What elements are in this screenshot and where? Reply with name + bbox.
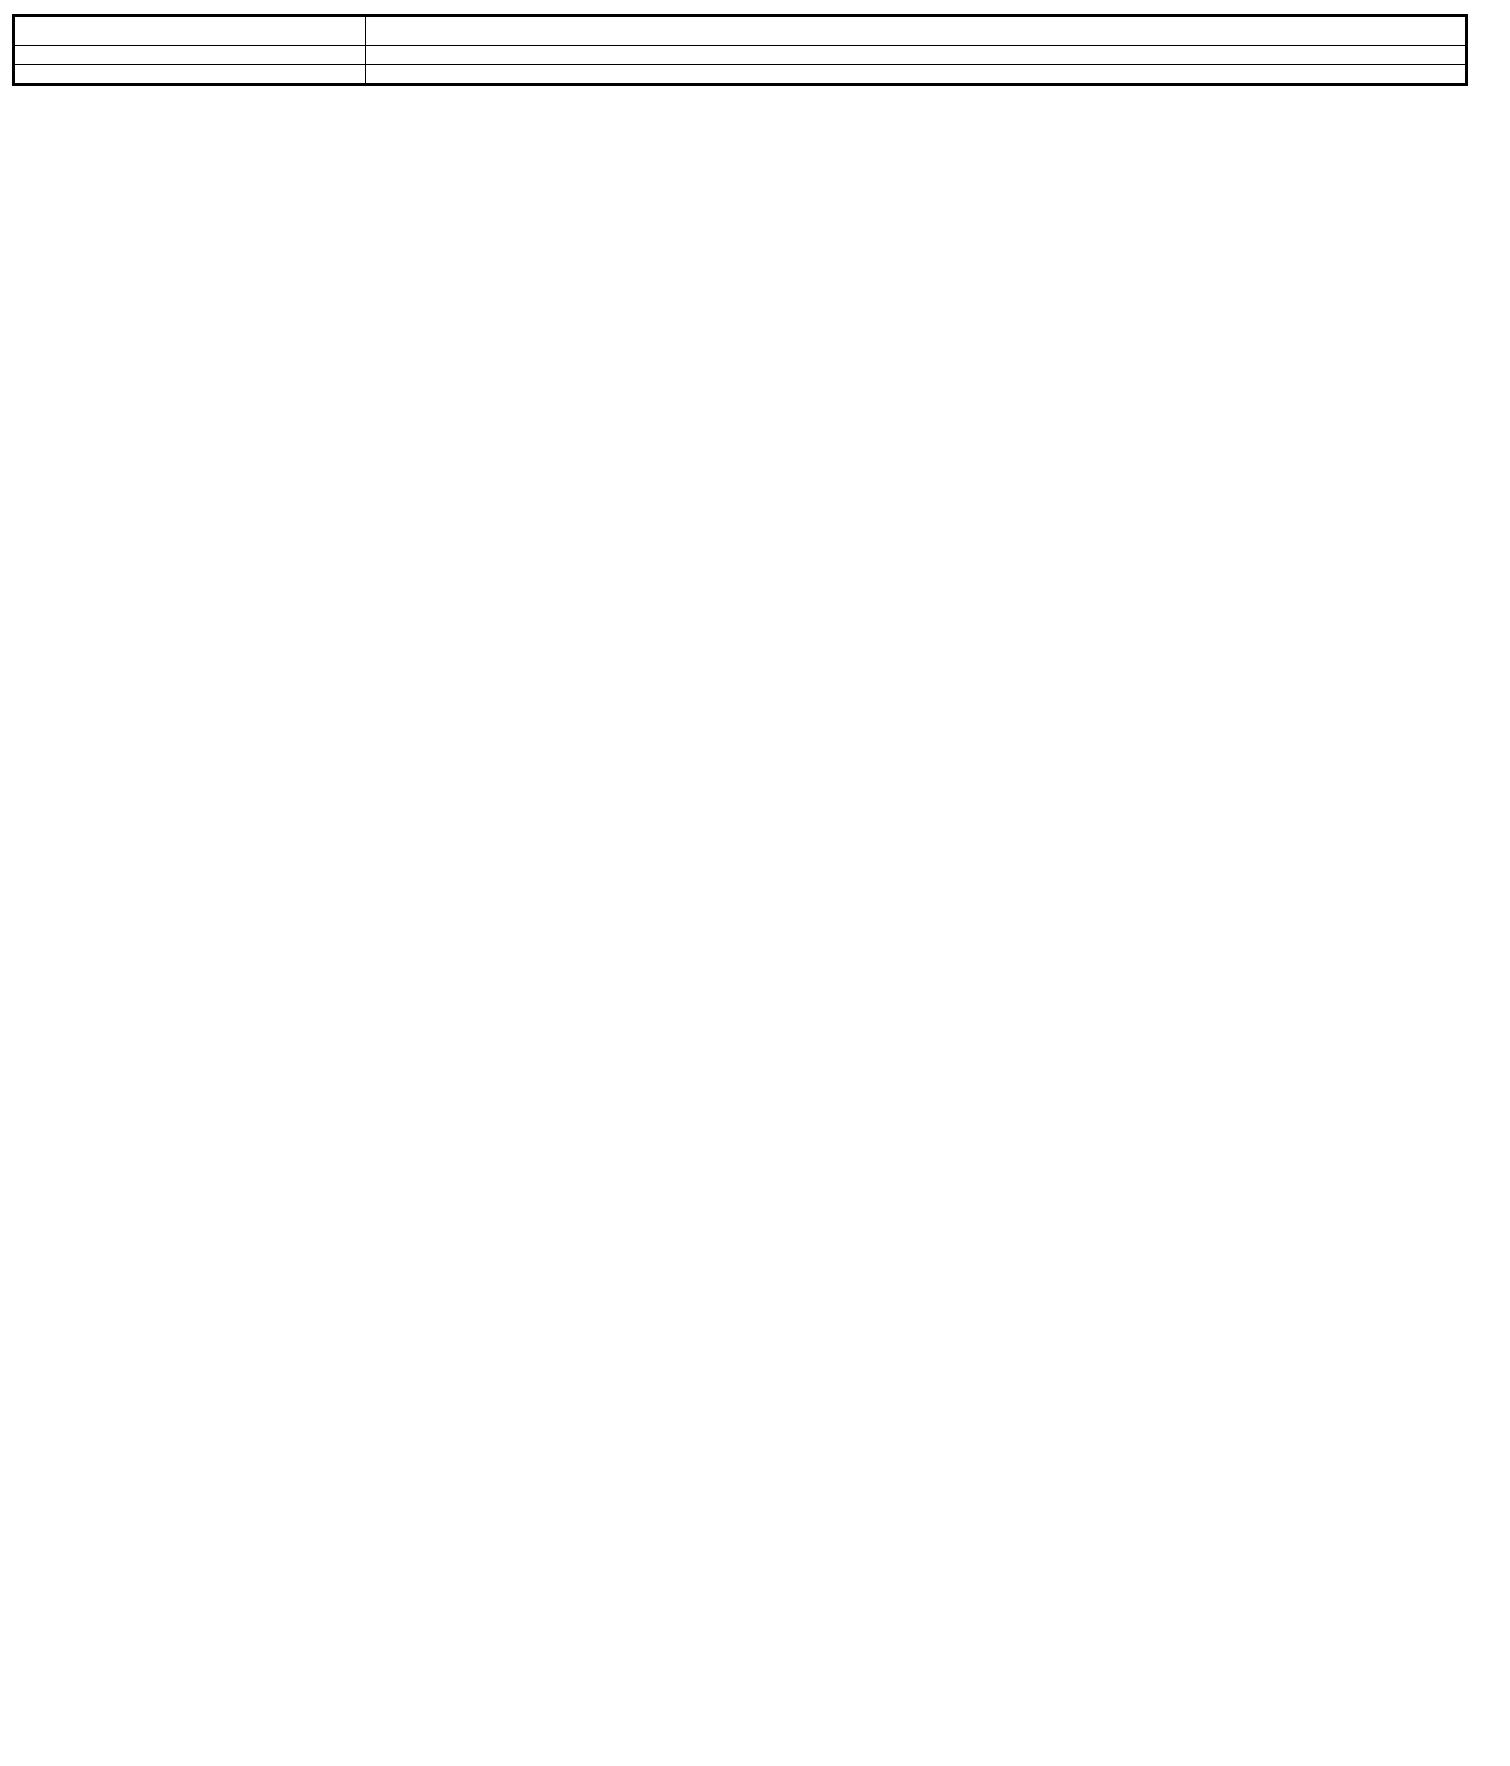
cause-list — [366, 65, 1465, 83]
detection-content-cell — [366, 46, 1467, 65]
dtc-table — [12, 14, 1468, 86]
cause-content-cell — [366, 65, 1467, 85]
detection-row — [14, 46, 1467, 65]
cause-row — [14, 65, 1467, 85]
detection-list — [366, 46, 1465, 64]
dtc-titles-cell — [366, 16, 1467, 46]
dtc-codes-cell — [14, 16, 366, 46]
detection-label-cell — [14, 46, 366, 65]
cause-label-cell — [14, 65, 366, 85]
header-row — [14, 16, 1467, 46]
